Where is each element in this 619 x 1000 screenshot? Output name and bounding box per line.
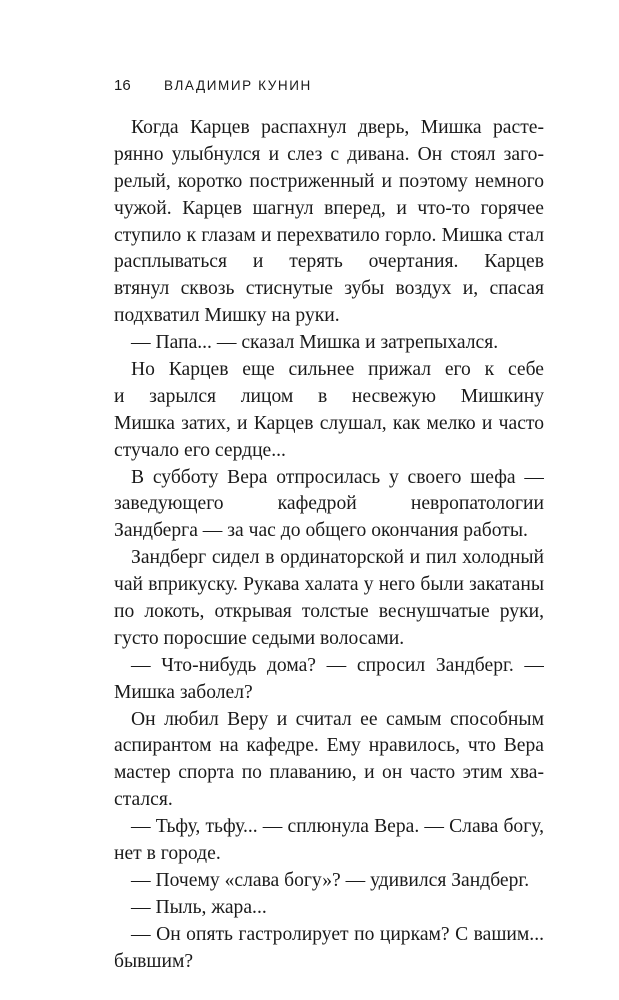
text-line: — Почему «слава богу»? — удивился Зандберг.: [131, 869, 530, 891]
author-name: ВЛАДИМИР КУНИН: [164, 78, 312, 93]
text-line: стался.: [114, 789, 173, 811]
text-line: В субботу Вера отпросилась у своего шефа —: [131, 466, 544, 488]
text-line: втянул сквозь стиснутые зубы воздух и, спасая: [114, 278, 544, 300]
text-line: мастер спорта по плаванию, и он часто этим хва-: [114, 762, 544, 784]
text-line: Зандберга — за час до общего окончания работы.: [114, 520, 528, 542]
text-line: релый, коротко постриженный и поэтому немного: [114, 170, 544, 192]
text-line: по локоть, открывая толстые веснушчатые руки,: [114, 601, 544, 623]
text-line: чай вприкуску. Рукава халата у него были закатаны: [114, 574, 544, 596]
page-number: 16: [114, 77, 131, 94]
text-line: и зарылся лицом в несвежую Мишкину: [114, 385, 544, 407]
text-line: бывшим?: [114, 950, 194, 972]
text-line: — Тьфу, тьфу... — сплюнула Вера. — Слава богу,: [131, 816, 544, 838]
body-text: [114, 115, 544, 976]
text-line: густо поросшие седыми волосами.: [114, 627, 405, 649]
text-line: Мишка затих, и Карцев слушал, как мелко и часто: [114, 412, 544, 434]
text-line: — Он опять гастролирует по циркам? С вашим...: [131, 923, 544, 945]
text-line: ступило к глазам и перехватило горло. Мишка стал: [114, 224, 544, 246]
text-line: Но Карцев еще сильнее прижал его к себе: [131, 359, 544, 381]
running-head: [114, 77, 544, 97]
text-line: Когда Карцев распахнул дверь, Мишка расте-: [131, 117, 544, 138]
text-line: — Пыль, жара...: [131, 896, 267, 918]
text-line: аспирантом на кафедре. Ему нравилось, что Вера: [114, 735, 544, 757]
text-line: Зандберг сидел в ординаторской и пил холодный: [131, 547, 544, 569]
text-line: — Папа... — сказал Мишка и затрепыхался.: [131, 332, 499, 354]
text-line: чужой. Карцев шагнул вперед, и что-то горячее: [114, 197, 544, 219]
text-line: — Что-нибудь дома? — спросил Зандберг. —: [131, 654, 544, 676]
text-line: рянно улыбнулся и слез с дивана. Он стоял заго-: [114, 143, 544, 165]
text-line: подхватил Мишку на руки.: [114, 305, 340, 327]
text-line: расплываться и терять очертания. Карцев: [114, 251, 544, 273]
text-line: нет в городе.: [114, 843, 221, 865]
text-line: Он любил Веру и считал ее самым способным: [131, 708, 544, 730]
text-line: Мишка заболел?: [114, 681, 253, 703]
text-line: заведующего кафедрой невропатологии: [114, 493, 544, 515]
text-line: стучало его сердце...: [114, 439, 286, 461]
